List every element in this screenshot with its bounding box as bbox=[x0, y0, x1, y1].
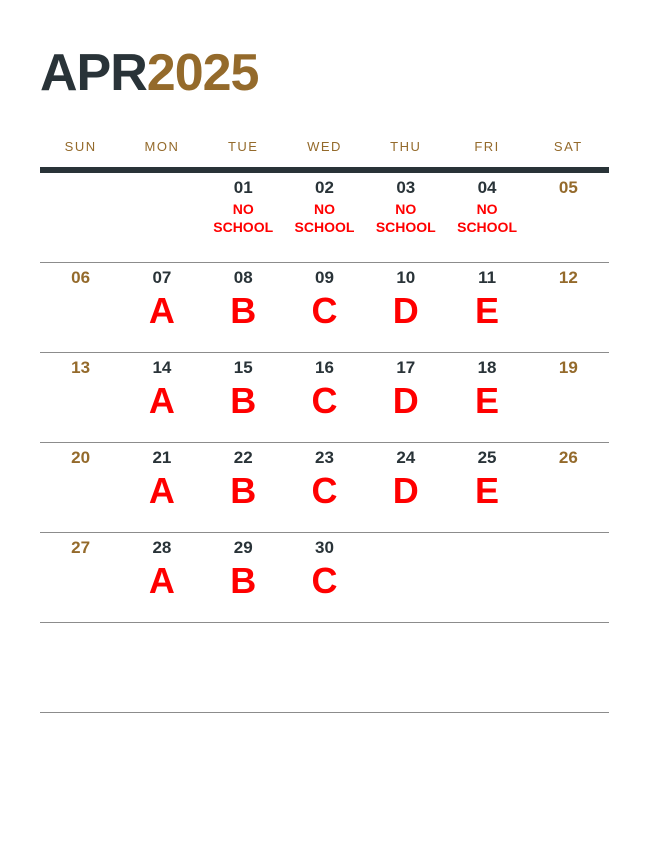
day-cell bbox=[284, 623, 365, 712]
month-label: APR bbox=[40, 44, 147, 102]
weekday-fri: FRI bbox=[474, 139, 500, 154]
day-number: 18 bbox=[477, 358, 497, 377]
day-cell bbox=[446, 533, 527, 622]
day-number: 22 bbox=[233, 448, 253, 467]
day-number: 30 bbox=[315, 538, 334, 557]
day-cell bbox=[528, 173, 609, 262]
week-row bbox=[40, 623, 609, 713]
rotation-day-letter: B bbox=[230, 470, 257, 511]
day-number: 06 bbox=[71, 268, 91, 287]
day-number: 04 bbox=[477, 178, 497, 197]
day-cell bbox=[365, 443, 446, 532]
weekday-sun: SUN bbox=[64, 139, 97, 154]
day-cell bbox=[284, 173, 365, 262]
day-cell bbox=[446, 353, 527, 442]
weekday-sat: SAT bbox=[553, 139, 583, 154]
day-cell bbox=[121, 263, 202, 352]
day-number: 07 bbox=[152, 268, 172, 287]
day-cell bbox=[203, 353, 284, 442]
week-row bbox=[40, 443, 609, 533]
rotation-day-letter: C bbox=[311, 290, 338, 331]
day-cell bbox=[121, 173, 202, 262]
day-number: 16 bbox=[315, 358, 334, 377]
day-number: 25 bbox=[477, 448, 497, 467]
rotation-day-letter: E bbox=[475, 380, 500, 421]
day-cell bbox=[40, 623, 121, 712]
day-number: 13 bbox=[71, 358, 91, 377]
day-cell bbox=[528, 263, 609, 352]
day-cell bbox=[40, 173, 121, 262]
rotation-day-letter: A bbox=[148, 560, 175, 601]
no-school-note: NO SCHOOL bbox=[375, 201, 436, 235]
day-cell bbox=[40, 263, 121, 352]
day-number: 02 bbox=[315, 178, 334, 197]
day-number: 10 bbox=[396, 268, 416, 287]
weekday-mon: MON bbox=[144, 139, 180, 154]
day-number: 01 bbox=[233, 178, 253, 197]
day-number: 05 bbox=[558, 178, 578, 197]
day-cell bbox=[121, 623, 202, 712]
rotation-day-letter: D bbox=[392, 470, 419, 511]
day-cell bbox=[365, 353, 446, 442]
day-cell bbox=[121, 353, 202, 442]
day-cell bbox=[203, 173, 284, 262]
day-number: 19 bbox=[558, 358, 578, 377]
no-school-note: NO SCHOOL bbox=[213, 201, 274, 235]
day-cell bbox=[365, 533, 446, 622]
day-cell bbox=[528, 533, 609, 622]
day-number: 14 bbox=[152, 358, 172, 377]
day-number: 29 bbox=[233, 538, 253, 557]
day-cell bbox=[365, 263, 446, 352]
rotation-day-letter: A bbox=[148, 290, 175, 331]
rotation-day-letter: E bbox=[475, 290, 500, 331]
rotation-day-letter: A bbox=[148, 380, 175, 421]
day-cell bbox=[446, 263, 527, 352]
weekday-tue: TUE bbox=[227, 139, 259, 154]
calendar-title bbox=[40, 44, 258, 102]
day-cell bbox=[203, 623, 284, 712]
rotation-day-letter: C bbox=[311, 560, 338, 601]
week-row bbox=[40, 263, 609, 353]
rotation-day-letter: D bbox=[392, 380, 419, 421]
week-row bbox=[40, 353, 609, 443]
rotation-day-letter: C bbox=[311, 380, 338, 421]
no-school-note: NO SCHOOL bbox=[294, 201, 355, 235]
rotation-day-letter: C bbox=[311, 470, 338, 511]
day-cell bbox=[365, 173, 446, 262]
rotation-day-letter: D bbox=[392, 290, 419, 331]
no-school-note: NO SCHOOL bbox=[457, 201, 517, 235]
week-row bbox=[40, 173, 609, 263]
day-cell bbox=[528, 623, 609, 712]
day-number: 11 bbox=[478, 268, 497, 287]
day-number: 26 bbox=[558, 448, 578, 467]
day-cell bbox=[203, 443, 284, 532]
day-number: 23 bbox=[315, 448, 334, 467]
weekday-wed: WED bbox=[307, 139, 342, 154]
week-row bbox=[40, 533, 609, 623]
calendar-grid bbox=[40, 173, 609, 713]
day-cell bbox=[528, 443, 609, 532]
day-number: 17 bbox=[396, 358, 416, 377]
day-number: 08 bbox=[233, 268, 253, 287]
day-cell bbox=[284, 443, 365, 532]
day-cell bbox=[284, 353, 365, 442]
day-cell bbox=[446, 443, 527, 532]
rotation-day-letter: A bbox=[148, 470, 175, 511]
day-cell bbox=[284, 533, 365, 622]
day-cell bbox=[528, 353, 609, 442]
day-cell bbox=[446, 173, 527, 262]
day-cell bbox=[284, 263, 365, 352]
day-cell bbox=[121, 533, 202, 622]
rotation-day-letter: B bbox=[230, 290, 257, 331]
day-cell bbox=[121, 443, 202, 532]
year-label: 2025 bbox=[146, 44, 259, 102]
rotation-day-letter: B bbox=[230, 380, 257, 421]
weekday-header-row bbox=[40, 139, 609, 154]
day-cell bbox=[40, 533, 121, 622]
day-cell bbox=[203, 263, 284, 352]
rotation-day-letter: E bbox=[475, 470, 500, 511]
day-cell bbox=[365, 623, 446, 712]
day-number: 21 bbox=[152, 448, 172, 467]
weekday-thu: THU bbox=[390, 139, 422, 154]
day-number: 12 bbox=[558, 268, 578, 287]
day-number: 03 bbox=[396, 178, 416, 197]
day-cell bbox=[203, 533, 284, 622]
day-number: 15 bbox=[233, 358, 253, 377]
rotation-day-letter: B bbox=[230, 560, 257, 601]
day-number: 24 bbox=[396, 448, 416, 467]
day-number: 20 bbox=[71, 448, 91, 467]
day-number: 28 bbox=[152, 538, 172, 557]
day-cell bbox=[40, 353, 121, 442]
day-cell bbox=[40, 443, 121, 532]
day-cell bbox=[446, 623, 527, 712]
day-number: 09 bbox=[315, 268, 334, 287]
day-number: 27 bbox=[71, 538, 91, 557]
